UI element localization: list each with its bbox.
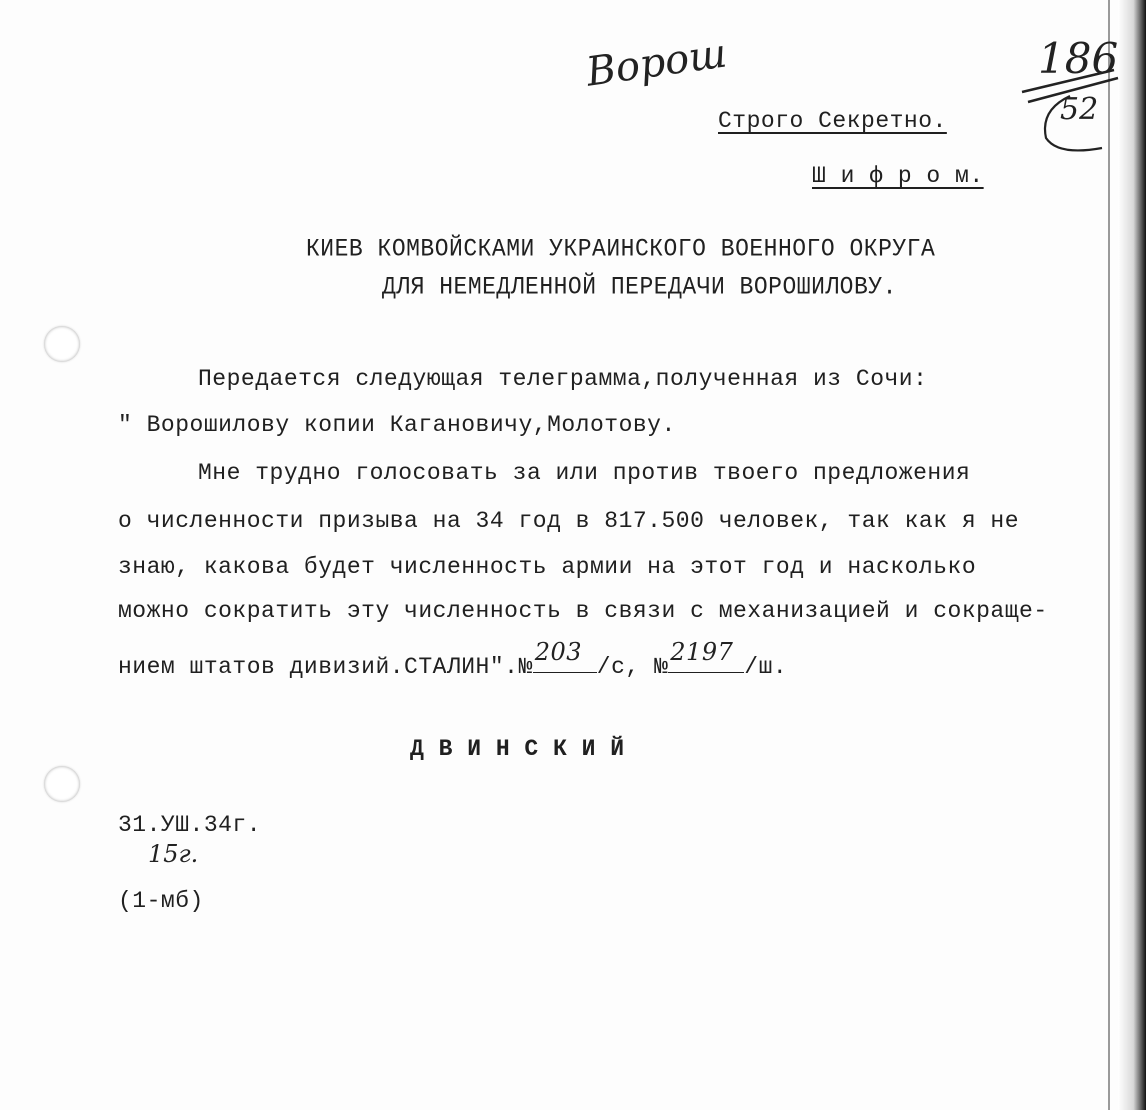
- copies-note: (1-мб): [118, 888, 204, 914]
- scan-edge-shadow: [1118, 0, 1146, 1110]
- scan-edge-line: [1108, 0, 1110, 1110]
- body-salutation: " Ворошилову копии Кагановичу,Молотову.: [118, 412, 676, 438]
- cipher-number-blank: [668, 638, 744, 673]
- secret-number: 203: [534, 638, 583, 666]
- addressee-line-2: ДЛЯ НЕМЕДЛЕННОЙ ПЕРЕДАЧИ ВОРОШИЛОВУ.: [382, 272, 897, 302]
- handwritten-initials: Ворош: [583, 30, 730, 96]
- body-line-3: знаю, какова будет численность армии на этот год и насколько: [118, 554, 977, 580]
- body-line-2: о численности призыва на 34 год в 817.500 человек, так как я не: [118, 508, 1020, 534]
- classification-stamp: Строго Секретно.: [718, 108, 947, 134]
- secret-number-blank: [533, 638, 597, 673]
- cipher-mark: Ш и ф р о м.: [812, 163, 984, 189]
- addressee-line-1: КИЕВ КОМВОЙСКАМИ УКРАИНСКОГО ВОЕННОГО ОКРУГА: [306, 234, 936, 264]
- sheet-number-mark: [1010, 30, 1130, 160]
- body-line-5: [118, 638, 788, 680]
- punch-hole-bottom: [44, 766, 80, 802]
- body-line-5-suffix: /ш.: [744, 654, 788, 680]
- body-line-5-prefix: нием штатов дивизий.СТАЛИН".№: [118, 654, 533, 680]
- punch-hole-top: [44, 326, 80, 362]
- body-line-5-mid: /с, №: [596, 654, 669, 680]
- sheet-number: 52: [1060, 92, 1099, 127]
- signature: Д В И Н С К И Й: [410, 736, 625, 762]
- sheet-number-struck: 186: [1038, 34, 1119, 83]
- body-line-1: Мне трудно голосовать за или против твоего предложения: [198, 460, 971, 486]
- cipher-number: 2197: [670, 638, 734, 666]
- handwritten-count: 15г.: [148, 840, 199, 868]
- date: 31.УШ.34г.: [118, 812, 262, 838]
- body-line-4: можно сократить эту численность в связи с механизацией и сокраще-: [118, 598, 1048, 624]
- body-intro: Передается следующая телеграмма,полученная из Сочи:: [198, 366, 928, 392]
